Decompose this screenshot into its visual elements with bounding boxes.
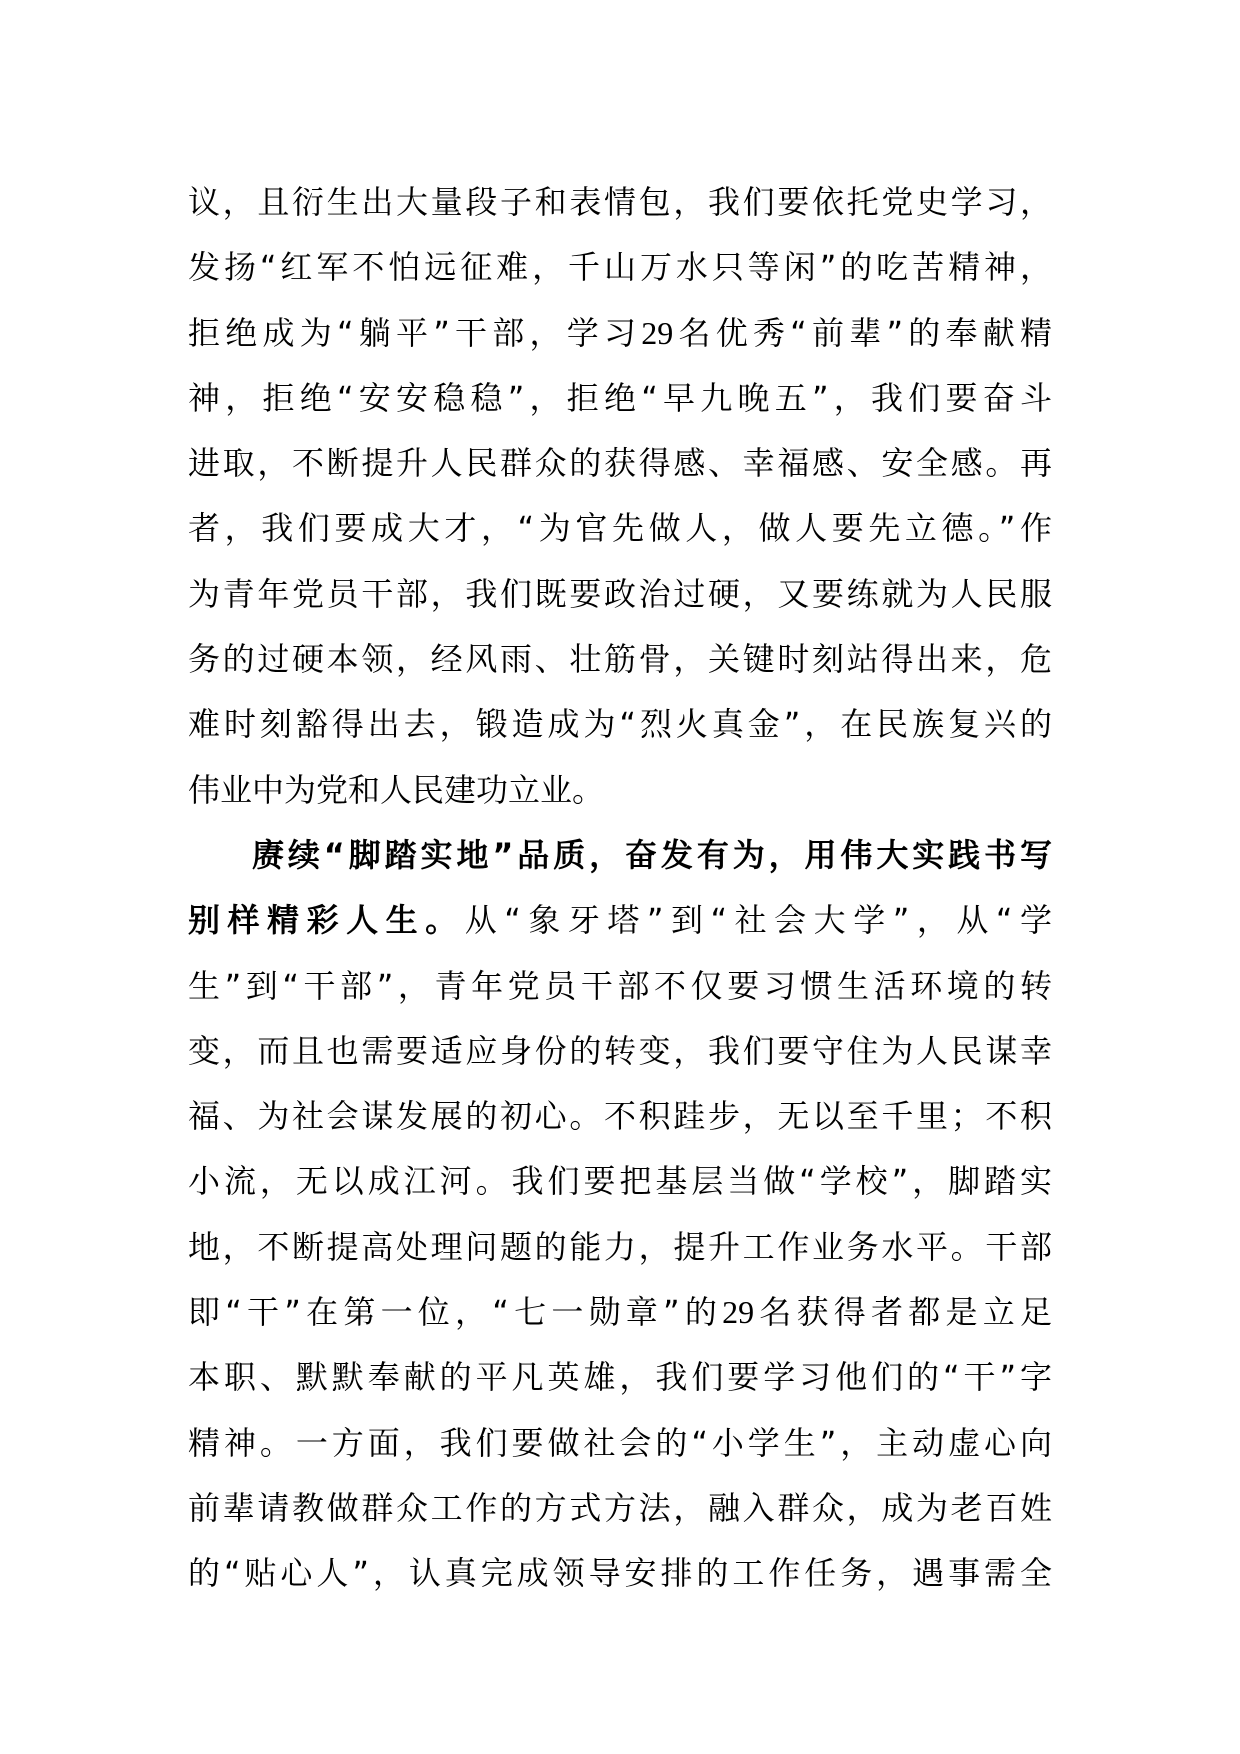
body-text: 发扬“红军不怕远征难，千山万水只等闲”的吃苦精神， <box>188 248 1052 287</box>
text-line <box>188 823 1052 888</box>
body-text: 神，拒绝“安安稳稳”，拒绝“早九晚五”，我们要奋斗 <box>188 378 1052 417</box>
text-line <box>188 1149 1052 1214</box>
body-text: 小流，无以成江河。我们要把基层当做“学校”，脚踏实 <box>188 1162 1052 1201</box>
text-line <box>188 692 1052 757</box>
body-text: 难时刻豁得出去，锻造成为“烈火真金”，在民族复兴的 <box>188 705 1052 744</box>
body-text: 从“象牙塔”到“社会大学”，从“学 <box>464 901 1052 940</box>
document-body <box>188 170 1052 1607</box>
body-text: 议，且衍生出大量段子和表情包，我们要依托党史学习， <box>188 183 1052 221</box>
text-line <box>188 1411 1052 1476</box>
body-text: 务的过硬本领，经风雨、壮筋骨，关键时刻站得出来，危 <box>188 640 1052 679</box>
text-line <box>188 301 1052 366</box>
text-line <box>188 431 1052 496</box>
body-text: 前辈请教做群众工作的方式方法，融入群众，成为老百姓 <box>188 1488 1052 1527</box>
body-text: 名优秀“前辈”的奉献精 <box>673 313 1052 352</box>
text-line <box>188 1215 1052 1280</box>
text-line <box>188 1084 1052 1149</box>
body-text: 地，不断提高处理问题的能力，提升工作业务水平。干部 <box>188 1227 1052 1266</box>
body-text: 为青年党员干部，我们既要政治过硬，又要练就为人民服 <box>188 574 1052 613</box>
body-text: 福、为社会谋发展的初心。不积跬步，无以至千里；不积 <box>188 1097 1052 1136</box>
text-line <box>188 366 1052 431</box>
body-text: 名获得者都是立足 <box>754 1293 1052 1332</box>
body-text: 进取，不断提升人民群众的获得感、幸福感、安全感。再 <box>188 444 1052 483</box>
text-line <box>188 1280 1052 1345</box>
text-line <box>188 235 1052 300</box>
body-text: 29 <box>641 314 674 351</box>
text-line <box>188 1541 1052 1606</box>
text-line <box>188 562 1052 627</box>
body-text: 伟业中为党和人民建功立业。 <box>188 770 605 809</box>
text-line <box>188 1019 1052 1084</box>
body-text: 变，而且也需要适应身份的转变，我们要守住为人民谋幸 <box>188 1031 1052 1070</box>
paragraph <box>188 823 1052 1607</box>
body-text: 精神。一方面，我们要做社会的“小学生”，主动虚心向 <box>188 1423 1052 1462</box>
text-line <box>188 170 1052 235</box>
text-line <box>188 496 1052 561</box>
text-line <box>188 758 1052 823</box>
paragraph <box>188 170 1052 823</box>
text-line <box>188 627 1052 692</box>
bold-heading-text: 赓续“脚踏实地”品质，奋发有为，用伟大实践书写 <box>252 835 1052 874</box>
text-line <box>188 954 1052 1019</box>
text-line <box>188 888 1052 953</box>
body-text: 即“干”在第一位，“七一勋章”的 <box>188 1293 723 1332</box>
text-line <box>188 1345 1052 1410</box>
body-text: 的“贴心人”，认真完成领导安排的工作任务，遇事需全 <box>188 1554 1052 1593</box>
text-line <box>188 1476 1052 1541</box>
bold-heading-text: 别样精彩人生。 <box>188 901 465 940</box>
body-text: 拒绝成为“躺平”干部，学习 <box>188 313 642 352</box>
body-text: 者，我们要成大才，“为官先做人，做人要先立德。”作 <box>188 509 1052 548</box>
body-text: 本职、默默奉献的平凡英雄，我们要学习他们的“干”字 <box>188 1358 1052 1397</box>
body-text: 29 <box>722 1294 755 1331</box>
body-text: 生”到“干部”，青年党员干部不仅要习惯生活环境的转 <box>188 966 1052 1005</box>
